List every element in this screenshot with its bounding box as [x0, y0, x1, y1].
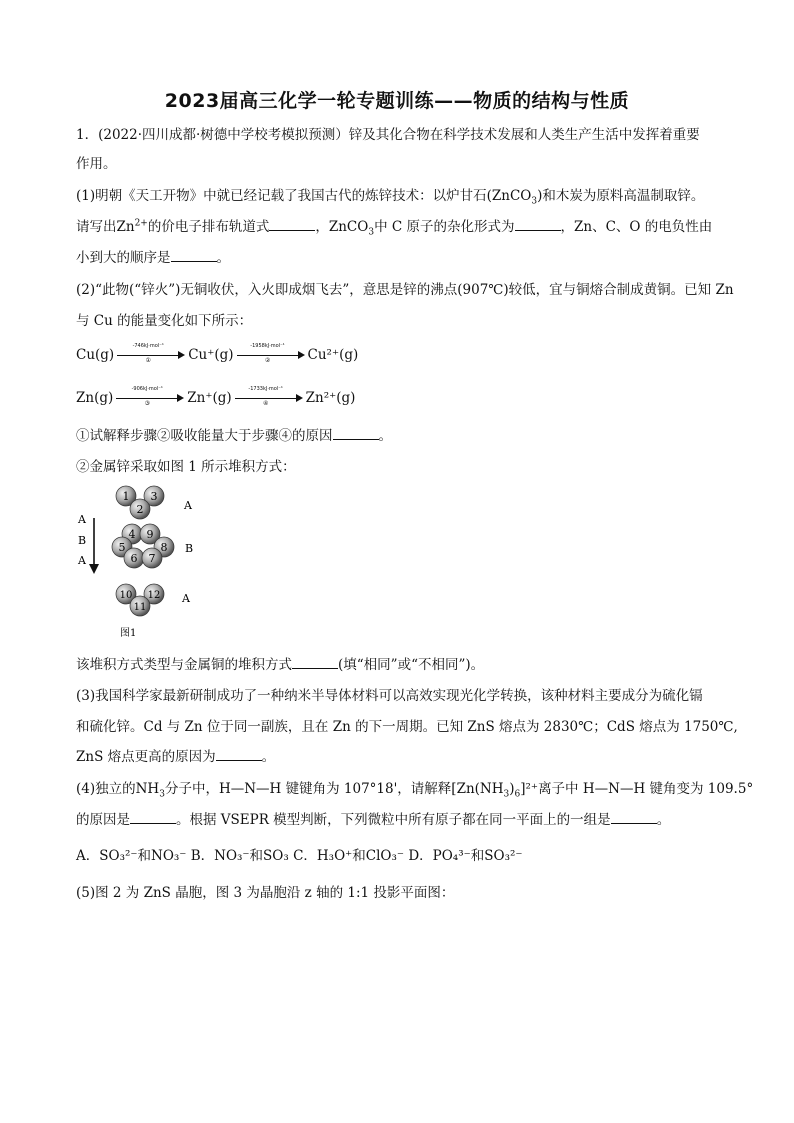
- part2-line1: (2)“此物(“锌火”)无铜收伏，入火即成烟飞去”，意思是锌的沸点(907℃)较低，宜与铜熔合制成黄铜。已知 Zn: [76, 282, 734, 298]
- atom-label: 7: [148, 552, 156, 565]
- layer-label: A: [184, 499, 192, 512]
- answer-blank[interactable]: [130, 811, 176, 824]
- layer-mid-atoms: [112, 524, 174, 568]
- step-number: ③: [144, 400, 150, 407]
- part1-line3: [76, 249, 230, 267]
- step-number: ④: [262, 400, 269, 407]
- atom-label: 5: [118, 541, 126, 554]
- text: 中 C 原子的杂化形式为: [374, 219, 515, 235]
- equation-cu: [76, 343, 359, 364]
- text: 。: [378, 428, 392, 444]
- part2-q1: [76, 427, 392, 445]
- text: 。: [261, 749, 276, 765]
- species: Cu²⁺(g): [307, 347, 359, 363]
- text: ，Zn、C、O 的电负性由: [560, 219, 713, 235]
- text: ): [509, 781, 515, 797]
- answer-blank[interactable]: [333, 427, 379, 440]
- text: 的原因是: [76, 812, 130, 828]
- text: (4)独立的NH: [76, 781, 160, 797]
- atom-label: 12: [147, 590, 161, 601]
- answer-blank[interactable]: [216, 748, 262, 761]
- subscript: 3: [368, 227, 375, 238]
- answer-blank[interactable]: [269, 218, 315, 231]
- part3-line2: 和硫化锌。Cd 与 Zn 位于同一副族，且在 Zn 的下一周期。已知 ZnS 熔点为 2830℃；CdS 熔点为 1750℃,: [76, 719, 738, 735]
- layer-label: B: [185, 542, 194, 555]
- reaction-arrow: [237, 343, 305, 364]
- atom-label: 9: [146, 528, 154, 541]
- text: 。: [216, 250, 230, 266]
- arrow-label: -746kJ·mol⁻¹: [132, 343, 164, 349]
- answer-blank[interactable]: [292, 656, 338, 669]
- text: 请写出Zn: [76, 219, 135, 235]
- text: (1)明朝《天工开物》中就已经记载了我国古代的炼锌技术：以炉甘石(ZnCO: [76, 188, 532, 204]
- subscript: 6: [514, 789, 521, 800]
- question-intro-line1: 1．(2022·四川成都·树德中学校考模拟预测）锌及其化合物在科学技术发展和人类生产生活中发挥着重要: [76, 127, 700, 143]
- question-intro-line2: 作用。: [76, 156, 117, 172]
- atom-label: 4: [128, 528, 136, 541]
- part3-line3: [76, 748, 275, 766]
- atom-label: 10: [119, 590, 133, 601]
- side-label: A: [78, 513, 86, 526]
- arrow-label: -1733kJ·mol⁻¹: [248, 386, 283, 392]
- part4-line2: [76, 811, 670, 829]
- reaction-arrow: [235, 386, 303, 407]
- text: 分子中，H—N—H 键键角为 107°18'，请解释[Zn(NH: [164, 781, 504, 797]
- text: 。根据 VSEPR 模型判断，下列微粒中所有原子都在同一平面上的一组是: [176, 812, 611, 828]
- layer-label: A: [182, 592, 190, 605]
- page-title: 2023届高三化学一轮专题训练——物质的结构与性质: [164, 90, 630, 112]
- atom-label: 2: [136, 503, 144, 516]
- species: Cu(g): [76, 347, 115, 363]
- part3-line1: (3)我国科学家最新研制成功了一种纳米半导体材料可以高效实现光化学转换，该种材料主要成分为硫化镉: [76, 688, 703, 704]
- part1-line1: [76, 187, 704, 205]
- text: 该堆积方式类型与金属铜的堆积方式: [76, 657, 292, 673]
- reaction-arrow: [117, 343, 185, 364]
- text: ZnS 熔点更高的原因为: [76, 749, 216, 765]
- species: Zn(g): [76, 390, 114, 406]
- step-number: ②: [264, 357, 271, 364]
- answer-blank[interactable]: [171, 249, 217, 262]
- part4-options: A．SO₃²⁻和NO₃⁻ B．NO₃⁻和SO₃ C．H₃O⁺和ClO₃⁻ D．PO₄³⁻和SO₃²⁻: [76, 848, 523, 864]
- text: ①试解释步骤②吸收能量大于步骤④的原因: [76, 428, 333, 444]
- part4-line1: [76, 780, 753, 798]
- part5-line1: (5)图 2 为 ZnS 晶胞，图 3 为晶胞沿 z 轴的 1:1 投影平面图：: [76, 885, 455, 901]
- arrow-label: -906kJ·mol⁻¹: [131, 386, 163, 392]
- part2-q2: ②金属锌采取如图 1 所示堆积方式：: [76, 459, 296, 475]
- atom-label: 11: [133, 602, 147, 613]
- answer-blank[interactable]: [515, 218, 561, 231]
- subscript: 3: [531, 196, 538, 207]
- species: Zn²⁺(g): [305, 390, 356, 406]
- species: Cu⁺(g): [188, 347, 234, 363]
- text: 小到大的顺序是: [76, 250, 171, 266]
- atom-label: 3: [150, 490, 158, 503]
- atom-label: 6: [130, 552, 138, 565]
- answer-blank[interactable]: [611, 811, 657, 824]
- atom-label: 8: [160, 541, 168, 554]
- arrow-label: -1958kJ·mol⁻¹: [250, 343, 285, 349]
- figure-caption: 图1: [120, 628, 137, 639]
- part2-line2: 与 Cu 的能量变化如下所示：: [76, 313, 253, 329]
- layer-bottom-atoms: [116, 584, 164, 616]
- side-label: A: [78, 554, 86, 567]
- subscript: 3: [159, 789, 165, 800]
- part1-line2: [76, 218, 712, 236]
- text: 离子中 H—N—H 键角变为 109.5°: [538, 781, 754, 797]
- species: Zn⁺(g): [187, 390, 232, 406]
- text: )和木炭为原料高温制取锌。: [537, 188, 705, 204]
- text: ，ZnCO: [315, 219, 369, 235]
- reaction-arrow: [116, 386, 184, 407]
- stacking-diagram: [70, 484, 210, 644]
- side-label: B: [78, 534, 87, 547]
- text: (填“相同”或“不相同”)。: [338, 657, 485, 673]
- superscript: ]²⁺: [520, 781, 539, 797]
- figure-1-stacking: [70, 484, 210, 644]
- text: 的价电子排布轨道式: [147, 219, 270, 235]
- down-arrow-icon: [89, 564, 99, 574]
- text: 。: [656, 812, 671, 828]
- part2-q3: [76, 656, 484, 674]
- superscript: 2+: [134, 218, 148, 229]
- equation-zn: [76, 386, 356, 407]
- step-number: ①: [145, 357, 151, 364]
- layer-top-atoms: [116, 486, 164, 519]
- atom-label: 1: [122, 490, 130, 503]
- subscript: 3: [503, 789, 510, 800]
